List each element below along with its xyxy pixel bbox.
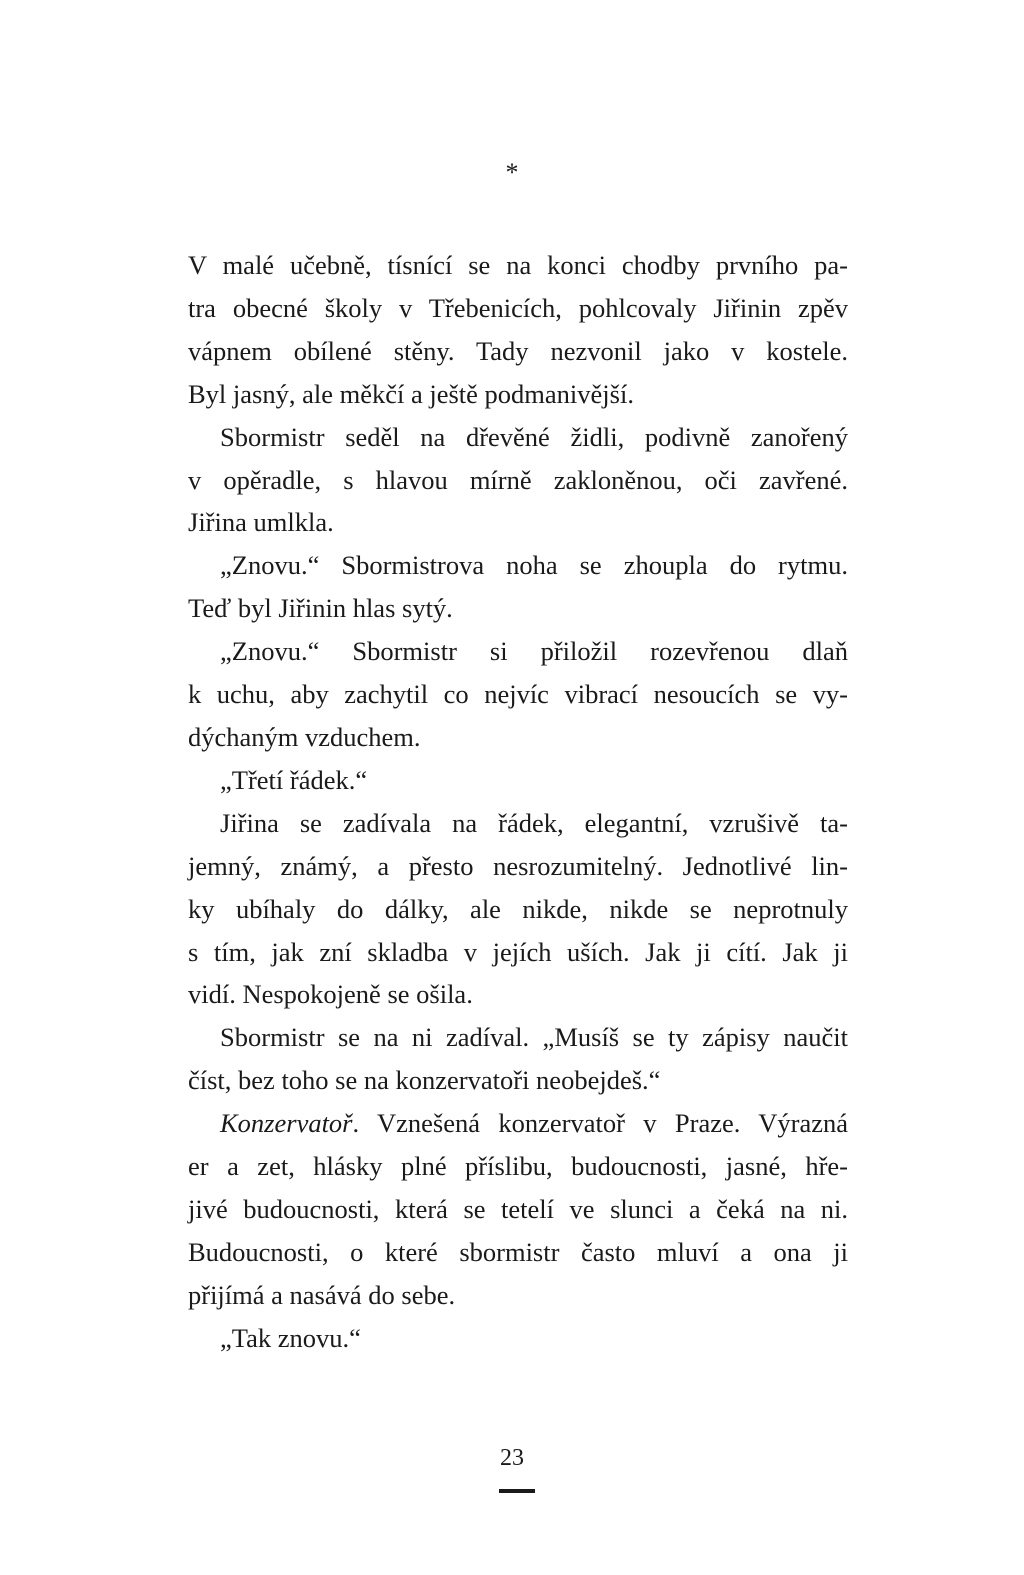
text-line: s tím, jak zní skladba v jejích uších. Jak ji cítí. Jak ji (188, 936, 848, 967)
text-line: Jiřina umlkla. (188, 507, 334, 538)
text-line: Byl jasný, ale měkčí a ještě podmanivější. (188, 378, 634, 409)
text-line: Teď byl Jiřinin hlas sytý. (188, 593, 453, 624)
text-line: vidí. Nespokojeně se ošila. (188, 979, 473, 1010)
text-line (188, 1102, 848, 1145)
text-line: Budoucnosti, o které sbormistr často mluví a ona ji (188, 1236, 848, 1267)
text-line: er a zet, hlásky plné příslibu, budoucnosti, jasné, hře- (188, 1151, 848, 1182)
text-line: jivé budoucnosti, která se tetelí ve slunci a čeká na ni. (188, 1193, 848, 1224)
section-break-asterisk: * (505, 158, 519, 187)
text-line: vápnem obílené stěny. Tady nezvonil jako v kostele. (188, 335, 848, 366)
text-line: „Tak znovu.“ (220, 1322, 361, 1353)
text-line: Sbormistr se na ni zadíval. „Musíš se ty zápisy naučit (220, 1022, 848, 1053)
text-line: ky ubíhaly do dálky, ale nikde, nikde se neprotnuly (188, 893, 848, 924)
text-line: „Znovu.“ Sbormistr si přiložil rozevřenou dlaň (220, 636, 848, 667)
text-line: Sbormistr seděl na dřevěné židli, podivně zanořený (220, 421, 848, 452)
text-line: V malé učebně, tísnící se na konci chodby prvního pa- (188, 250, 848, 280)
text-line: „Třetí řádek.“ (220, 764, 368, 795)
paragraph-2 (188, 416, 848, 545)
page-number: 23 (500, 1445, 524, 1471)
paragraph-5 (188, 759, 848, 802)
text-line: „Znovu.“ Sbormistrova noha se zhoupla do rytmu. (220, 550, 848, 581)
text-fragment: . Vznešená konzervatoř v Praze. Výrazná (352, 1108, 848, 1139)
text-line: číst, bez toho se na konzervatoři neobejdeš.“ (188, 1065, 661, 1096)
paragraph-4 (188, 630, 848, 759)
paragraph-6 (188, 802, 848, 1017)
text-line: k uchu, aby zachytil co nejvíc vibrací nesoucích se vy- (188, 679, 848, 710)
page-number-rule (499, 1489, 535, 1493)
text-line: tra obecné školy v Třebenicích, pohlcovaly Jiřinin zpěv (188, 292, 848, 323)
text-line: přijímá a nasává do sebe. (188, 1279, 456, 1310)
paragraph-3 (188, 544, 848, 630)
paragraph-1 (188, 244, 848, 416)
paragraph-8 (188, 1102, 848, 1317)
paragraph-9 (188, 1317, 848, 1360)
paragraph-7 (188, 1016, 848, 1102)
text-line: jemný, známý, a přesto nesrozumitelný. Jednotlivé lin- (188, 850, 848, 881)
italic-word: Konzervatoř (220, 1108, 353, 1139)
text-line: dýchaným vzduchem. (188, 721, 421, 752)
body-text (188, 244, 848, 1360)
text-line: v opěradle, s hlavou mírně zakloněnou, oči zavřené. (188, 464, 848, 495)
text-line: Jiřina se zadívala na řádek, elegantní, vzrušivě ta- (220, 807, 848, 838)
